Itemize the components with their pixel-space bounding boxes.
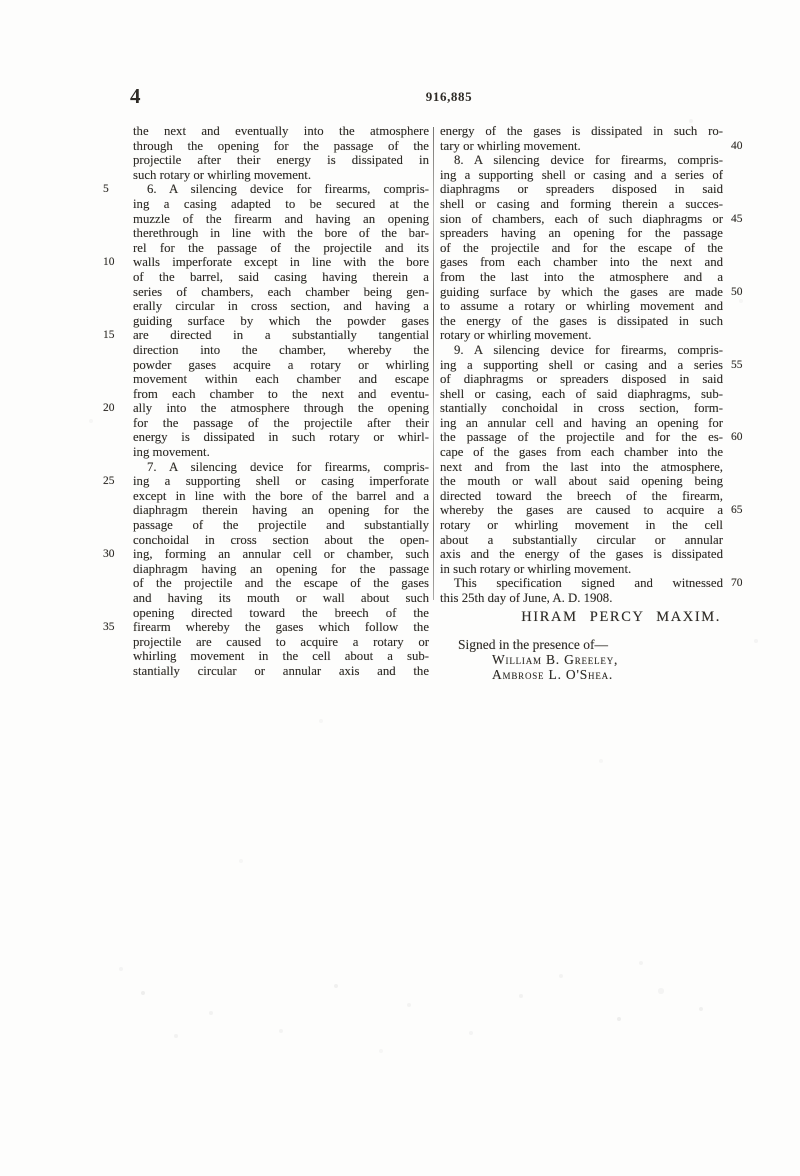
patent-text-line: 20 ally into the atmosphere through the opening [103, 401, 429, 416]
margin-line-number: 50 [731, 285, 743, 298]
margin-line-number: 20 [103, 402, 115, 415]
patent-number: 916,885 [425, 89, 473, 104]
patent-text-line: except in line with the bore of the barrel and a [133, 488, 429, 503]
patent-text-line: through the opening for the passage of the [133, 138, 429, 153]
patent-text-line: energy of the gases is dissipated in such ro- [440, 124, 723, 138]
patent-text-line: next and from the last into the atmosphere, [440, 459, 723, 474]
scan-noise-speckles [0, 0, 2, 2]
patent-text-line: of diaphragms or spreaders disposed in said [440, 372, 723, 387]
patent-text-line: therethrough in line with the bore of the bar- [133, 226, 429, 241]
patent-text-line: rel for the passage of the projectile and its [133, 240, 429, 255]
patent-text-line: guiding surface by which the powder gases [133, 313, 429, 328]
witness-name: William B. Greeley, [492, 652, 619, 667]
patent-text-line: 40 tary or whirling movement. [440, 139, 723, 154]
patent-text-line: the energy of the gases is dissipated in such [440, 313, 723, 328]
column-divider [433, 127, 434, 600]
patent-text-line: passage of the projectile and substantially [133, 518, 429, 533]
patent-text-line: energy is dissipated in such rotary or whirl- [133, 430, 429, 445]
margin-line-number: 40 [731, 139, 743, 152]
patent-text-line: this 25th day of June, A. D. 1908. [440, 591, 613, 605]
patent-text-line: ing an annular cell and having an opening for [440, 415, 723, 430]
patent-text-line: axis and the energy of the gases is dissipated [440, 547, 723, 562]
patent-text-line: movement within each chamber and escape [133, 372, 429, 387]
patent-text-line: opening directed toward the breech of the [133, 605, 429, 620]
patent-text-line: directed toward the breech of the firearm, [440, 488, 723, 503]
patent-text-line: muzzle of the firearm and having an opening [133, 211, 429, 226]
patent-text-line: whirling movement in the cell about a sub- [133, 649, 429, 664]
patent-text-line: ing a casing adapted to be secured at the [133, 196, 429, 211]
patent-text-line: 45 sion of chambers, each of such diaphragms or [440, 212, 723, 227]
margin-line-number: 70 [731, 577, 743, 590]
patent-text-line: rotary or whirling movement. [440, 328, 592, 343]
patent-text-line: to assume a rotary or whirling movement and [440, 299, 723, 314]
patent-text-line: stantially conchoidal in cross section, form- [440, 401, 723, 416]
witness-name: Ambrose L. O'Shea. [492, 666, 614, 682]
patent-text-line: and having its mouth or wall about such [133, 591, 429, 605]
patent-text-line: such rotary or whirling movement. [133, 167, 312, 182]
patent-text-line: from each chamber to the next and eventu- [133, 386, 429, 401]
patent-text-line: in such rotary or whirling movement. [440, 561, 632, 576]
patent-text-line: direction into the chamber, whereby the [133, 342, 429, 357]
patent-text-line: spreaders having an opening for the passage [440, 226, 723, 241]
patent-text-line: of the projectile and for the escape of the [440, 240, 723, 255]
patent-text-line: 9. A silencing device for firearms, compris- [454, 342, 723, 357]
signature-block [440, 606, 723, 682]
patent-text-line: 10 walls imperforate except in line with the bore [103, 255, 429, 270]
patent-text-line: the mouth or wall about said opening being [440, 474, 723, 489]
patent-text-line: 35 firearm whereby the gases which follow the [103, 620, 429, 635]
patent-text-line: rotary or whirling movement in the cell [440, 518, 723, 533]
margin-line-number: 55 [731, 358, 743, 371]
patent-text-line: gases from each chamber into the next and [440, 255, 723, 270]
patent-text-line: shell or casing and forming therein a succes- [440, 196, 723, 211]
patent-text-line: 70 This specification signed and witnessed [440, 576, 723, 591]
patent-text-line: 5 6. A silencing device for firearms, compris- [103, 182, 429, 197]
margin-line-number: 15 [103, 329, 115, 342]
margin-line-number: 25 [103, 475, 115, 488]
patent-text-line: 50 guiding surface by which the gases are made [440, 285, 723, 300]
patent-text-line: the next and eventually into the atmosphere [133, 124, 429, 138]
witness-list [440, 653, 723, 682]
patent-text-line: cape of the gases from each chamber into the [440, 445, 723, 460]
patent-text-line: for the passage of the projectile after their [133, 415, 429, 430]
margin-line-number: 5 [103, 183, 109, 196]
patent-text-line: ing movement. [133, 445, 210, 460]
witness-intro: Signed in the presence of— [458, 637, 608, 652]
patent-text-line: series of chambers, each chamber being gen- [133, 284, 429, 299]
text-column-right [440, 124, 743, 606]
patent-text-line: 15 are directed in a substantially tangential [103, 328, 429, 343]
patent-text-line: diaphragms or spreaders disposed in said [440, 182, 723, 197]
page-number: 4 [130, 84, 142, 108]
margin-line-number: 60 [731, 431, 743, 444]
patent-text-line: projectile are caused to acquire a rotary or [133, 634, 429, 649]
patent-text-line: conchoidal in cross section about the open- [133, 532, 429, 547]
patent-text-line: of the projectile and the escape of the gases [133, 576, 429, 591]
margin-line-number: 65 [731, 504, 743, 517]
patent-text-line: of the barrel, said casing having therein a [133, 269, 429, 284]
margin-line-number: 10 [103, 256, 115, 269]
patent-text-line: powder gases acquire a rotary or whirling [133, 357, 429, 372]
margin-line-number: 30 [103, 548, 115, 561]
patent-text-line: from the last into the atmosphere and a [440, 269, 723, 284]
patent-text-line: stantially circular or annular axis and the [133, 663, 429, 678]
patent-text-line: diaphragm therein having an opening for the [133, 503, 429, 518]
patent-text-line: 30 ing, forming an annular cell or chamber, such [103, 547, 429, 562]
patent-text-line: erally circular in cross section, and having a [133, 299, 429, 314]
patent-text-line: about a substantially circular or annular [440, 532, 723, 547]
patent-text-line: projectile after their energy is dissipated in [133, 153, 429, 168]
patent-text-line: shell or casing, each of said diaphragms, sub- [440, 386, 723, 401]
patent-text-line: diaphragm having an opening for the passage [133, 561, 429, 576]
patent-text-line: 65 whereby the gases are caused to acquire a [440, 503, 723, 518]
margin-line-number: 35 [103, 621, 115, 634]
patent-text-line: ing a supporting shell or casing and a series of [440, 167, 723, 182]
text-column-left [103, 124, 429, 679]
patent-text-line: 25 ing a supporting shell or casing imperforate [103, 474, 429, 489]
margin-line-number: 45 [731, 212, 743, 225]
patent-text-line: 55 ing a supporting shell or casing and a series [440, 358, 723, 373]
patent-text-line: 8. A silencing device for firearms, compris- [454, 153, 723, 168]
inventor-signature: HIRAM PERCY MAXIM. [521, 609, 721, 625]
patent-text-line: 7. A silencing device for firearms, compris- [147, 459, 429, 474]
patent-text-line: 60 the passage of the projectile and for the es- [440, 430, 723, 445]
